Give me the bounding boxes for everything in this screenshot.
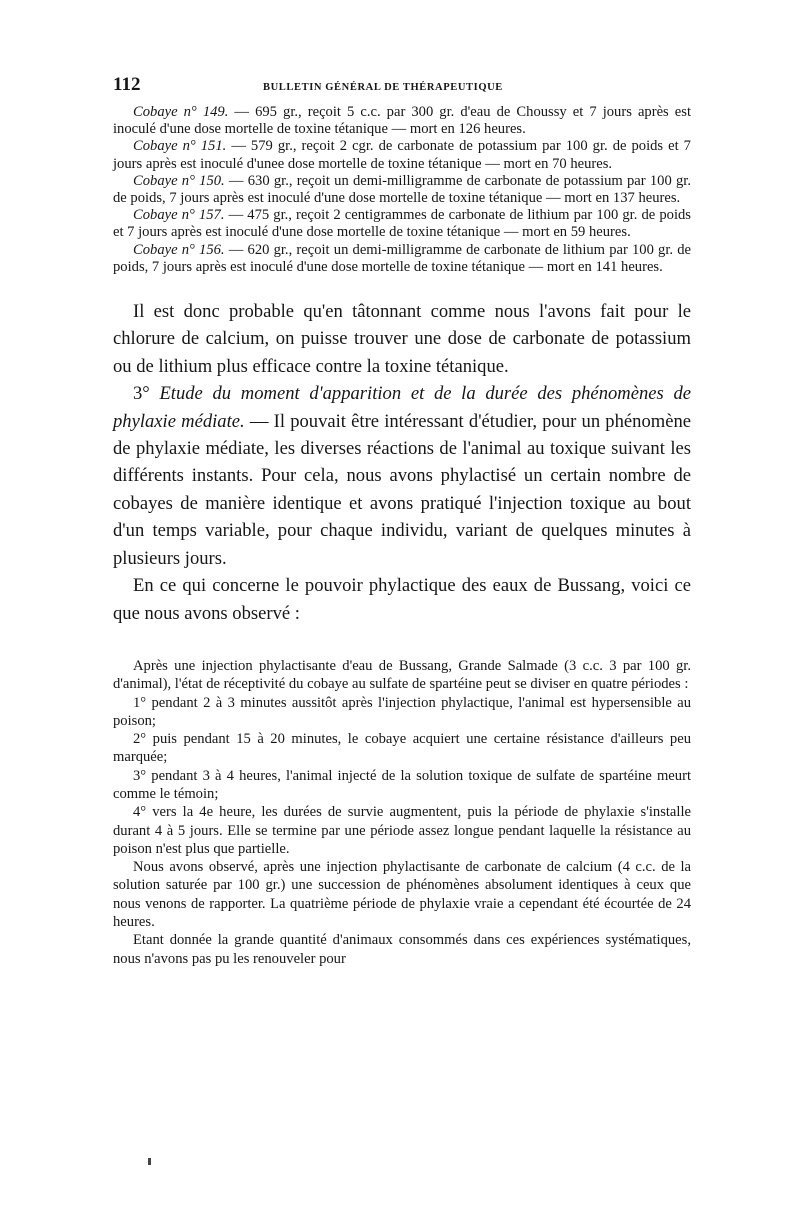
experiment-text: — 630 gr., reçoit un demi-milligramme de carbonate de potassium par 100 gr. de poids, 7 jours après est inoculé d'une dose mortelle de toxine tétanique — mort en 137 heures. [113, 172, 691, 207]
page [113, 74, 691, 968]
body-paragraph: Il est donc probable qu'en tâtonnant comme nous l'avons fait pour le chlorure de calcium, on puisse trouver une dose de carbonate de potassium ou de lithium plus efficace contre la toxine tétanique. [113, 301, 691, 377]
page-header [113, 74, 691, 102]
experiment-text: — 620 gr., reçoit un demi-milligramme de carbonate de lithium par 100 gr. de poids, 7 jours après est inoculé d'une dose mortelle de toxine tétanique — mort en 141 heures. [113, 241, 691, 275]
experiment-entry [113, 173, 691, 207]
page-number: 112 [113, 74, 141, 95]
section-heading: Etude du moment d'apparition et de la durée des phénomènes de phylaxie médiate. [113, 383, 691, 432]
section-text: — Il pouvait être intéressant d'étudier, pour un phénomène de phylaxie médiate, les diverses réactions de l'animal au toxique suivant les différents instants. Pour cela, nous avons phylactisé un certain nombre de cobayes de manière identique et avons pratiqué l'injection toxique au bout d'un temps variable, pour chaque individu, variant de quelques minutes à plusieurs jours. [113, 410, 692, 569]
experiment-label: Cobaye n° 156. [133, 241, 225, 258]
observation-paragraph: Etant donnée la grande quantité d'animaux consommés dans ces expériences systématiques, nous n'avons pas pu les renouveler pour [113, 932, 691, 967]
experiment-text: — 579 gr., reçoit 2 cgr. de carbonate de potassium par 100 gr. de poids et 7 jours après est inoculé d'unee dose mortelle de toxine tétanique — mort en 70 heures. [113, 138, 691, 172]
experiment-label: Cobaye n° 149. [133, 104, 229, 120]
experiment-text: — 475 gr., reçoit 2 centigrammes de carbonate de lithium par 100 gr. de poids et 7 jours après est inoculé d'une dose mortelle de toxine tétanique — mort en 59 heures. [113, 207, 691, 241]
experiment-entry [113, 207, 691, 241]
observation-paragraph: 1° pendant 2 à 3 minutes aussitôt après l'injection phylactique, l'animal est hypersensible au poison; [113, 694, 691, 729]
running-title: BULLETIN GÉNÉRAL DE THÉRAPEUTIQUE [263, 82, 503, 93]
experiment-list [113, 104, 691, 276]
experiment-entry [113, 104, 691, 138]
experiment-text: — 695 gr., reçoit 5 c.c. par 300 gr. d'eau de Choussy et 7 jours après est inoculé d'une dose mortelle de toxine tétanique — mort en 126 heures. [113, 104, 691, 138]
main-text [113, 298, 691, 627]
section-paragraph [113, 380, 691, 572]
observation-list [113, 657, 691, 968]
ink-speck [148, 1158, 151, 1165]
experiment-label: Cobaye n° 157. [133, 207, 225, 224]
observation-paragraph: 2° puis pendant 15 à 20 minutes, le cobaye acquiert une certaine résistance d'ailleurs peu marquée; [113, 731, 691, 766]
observation-paragraph: 4° vers la 4e heure, les durées de survie augmentent, puis la période de phylaxie s'installe durant 4 à 5 jours. Elle se termine par une période assez longue pendant laquelle la résistance au poison n'est plus que partielle. [113, 804, 691, 857]
observation-paragraph: 3° pendant 3 à 4 heures, l'animal injecté de la solution toxique de sulfate de spartéine meurt comme le témoin; [113, 767, 691, 802]
experiment-label: Cobaye n° 151. [133, 138, 227, 155]
experiment-label: Cobaye n° 150. [133, 172, 225, 189]
observation-paragraph: Nous avons observé, après une injection phylactisante de carbonate de calcium (4 c.c. de la solution saturée par 100 gr.) une succession de phénomènes absolument identiques à ceux que nous venons de rapporter. La quatrième période de phylaxie vraie a cependant été écourtée de 24 heures. [113, 859, 691, 931]
body-paragraph: En ce qui concerne le pouvoir phylactique des eaux de Bussang, voici ce que nous avons observé : [113, 575, 691, 624]
section-number: 3° [133, 383, 160, 405]
experiment-entry [113, 242, 691, 276]
observation-paragraph: Après une injection phylactisante d'eau de Bussang, Grande Salmade (3 c.c. 3 par 100 gr. d'animal), l'état de réceptivité du cobaye au sulfate de spartéine peut se diviser en quatre périodes : [113, 657, 691, 693]
experiment-entry [113, 138, 691, 172]
